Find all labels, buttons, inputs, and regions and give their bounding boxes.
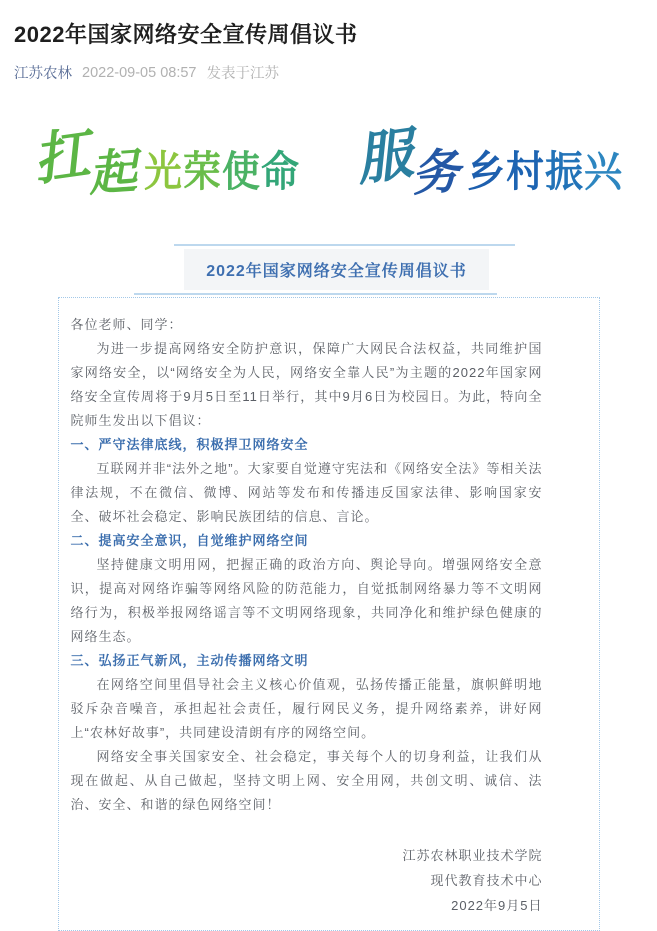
block-char: 命 xyxy=(261,147,300,196)
publish-datetime: 2022-09-05 08:57 xyxy=(82,64,197,81)
block-text xyxy=(144,147,301,196)
publish-location: 发表于江苏 xyxy=(206,66,279,82)
section-heading: 一、严守法律底线，积极捍卫网络安全 xyxy=(70,437,309,452)
signature-line: 2022年9月5日 xyxy=(451,898,543,913)
calligraphy-char: 务 xyxy=(409,143,461,203)
letter-title: 2022年国家网络安全宣传周倡议书 xyxy=(184,249,489,290)
letter-title-banner xyxy=(184,249,489,290)
block-char: 荣 xyxy=(183,147,222,196)
block-char: 振 xyxy=(544,147,583,196)
calligraphy-char: 扛 xyxy=(29,120,95,194)
signature-block xyxy=(71,843,543,918)
logo-green-slogan xyxy=(29,120,301,203)
title-top-line xyxy=(174,244,515,246)
section-body: 互联网并非“法外之地”。大家要自觉遵守宪法和《网络安全法》等相关法律法规，不在微信、微博、网站等发布和传播违反国家法律、影响国家安全、破坏社会稳定、影响民族团结的信息、言论。 xyxy=(70,461,543,524)
block-char: 光 xyxy=(144,147,183,196)
block-char: 使 xyxy=(222,147,261,196)
section-body: 在网络空间里倡导社会主义核心价值观，弘扬传播正能量，旗帜鲜明地驳斥杂音噪音，承担起社会责任，履行网民义务，提升网络素养，讲好网上“农林好故事”，共同建设清朗有序的网络空间。 xyxy=(70,677,543,740)
article-meta xyxy=(14,62,643,83)
banner-logos xyxy=(14,120,643,231)
calligraphy-char: 起 xyxy=(87,143,139,203)
salutation: 各位老师、同学： xyxy=(70,317,183,332)
letter-box xyxy=(58,297,600,931)
block-char: 乡 xyxy=(466,147,505,196)
section-body: 坚持健康文明用网，把握正确的政治方向、舆论导向。增强网络安全意识，提高对网络诈骗等网络风险的防范能力，自觉抵制网络暴力等不文明网络行为，积极举报网络谣言等不文明网络现象，共同净化和维护绿色健康的网络生态。 xyxy=(70,557,543,644)
section-heading: 三、弘扬正气新风，主动传播网络文明 xyxy=(70,653,309,668)
block-char: 兴 xyxy=(583,147,622,196)
section-heading: 二、提高安全意识，自觉维护网络空间 xyxy=(70,533,309,548)
letter-sections xyxy=(71,433,543,745)
intro-paragraph: 为进一步提高网络安全防护意识，保障广大网民合法权益，共同维护国家网络安全，以“网络安全为人民，网络安全靠人民”为主题的2022年国家网络安全宣传周将于9月5日至11日举行，其中9月6日为校园日。为此，特向全院师生发出以下倡议： xyxy=(70,341,543,428)
closing-paragraph: 网络安全事关国家安全、社会稳定，事关每个人的切身利益，让我们从现在做起、从自己做起，坚持文明上网、安全用网，共创文明、诚信、法治、安全、和谐的绿色网络空间！ xyxy=(70,749,543,812)
calligraphy-char: 服 xyxy=(351,120,417,194)
signature-line: 江苏农林职业技术学院 xyxy=(402,848,543,863)
page-title: 2022年国家网络安全宣传周倡议书 xyxy=(14,22,358,47)
block-text xyxy=(466,147,624,196)
logo-blue-slogan xyxy=(351,120,624,203)
title-bottom-line xyxy=(134,293,497,295)
signature-line: 现代教育技术中心 xyxy=(430,873,543,888)
author-link[interactable]: 江苏农林 xyxy=(14,66,72,82)
block-char: 村 xyxy=(505,147,544,196)
